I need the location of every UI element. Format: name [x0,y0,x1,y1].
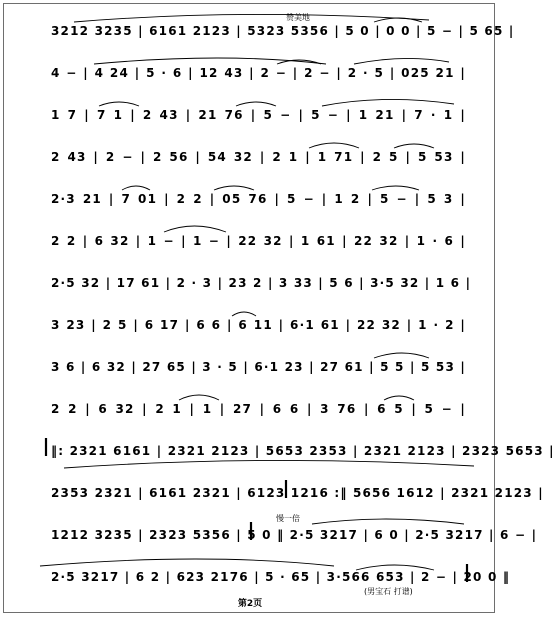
credit-note: (男宝石 打谱) [364,587,413,596]
staff-line-5: 2·3 21 | 7 01 | 2 2 | 05 76 | 5 − | 1 2 | 5 − | 5 3 | [51,192,466,206]
phrase-slur [64,460,474,468]
staff-line-1: 3212 3235 | 6161 2123 | 5323 5356 | 5 0 | 0 0 | 5 − | 5 65 | [51,24,515,38]
staff-line-13: 1212 3235 | 2323 5356 | 5 0 ‖ 2·5 3217 | 6 0 | 2·5 3217 | 6 − | [51,528,538,542]
tie [277,60,321,64]
tie [309,143,359,148]
staff-line-9: 3 6 | 6 32 | 27 65 | 3 · 5 | 6·1 23 | 27 61 | 5 5 | 5 53 | [51,360,466,374]
staff-line-4: 2 43 | 2 − | 2 56 | 54 32 | 2 1 | 1 71 | 2 5 | 5 53 | [51,150,466,164]
staff-line-11: ‖: 2321 6161 | 2321 2123 | 5653 2353 | 2321 2123 | 2323 5653 | [51,444,555,458]
staff-line-14: 2·5 3217 | 6 2 | 623 2176 | 5 · 65 | 3·566 653 | 2 − | 20 0 ‖ [51,570,511,584]
tie [374,353,429,358]
tie [214,186,254,190]
tie [122,186,150,190]
phrase-slur [322,99,454,106]
tempo-marking: 慢一倍 [276,514,300,523]
phrase-slur [94,58,326,64]
tie [384,396,414,400]
staff-line-10: 2 2 | 6 32 | 2 1 | 1 | 27 | 6 6 | 3 76 | 6 5 | 5 − | [51,402,466,416]
staff-line-6: 2 2 | 6 32 | 1 − | 1 − | 22 32 | 1 61 | 22 32 | 1 · 6 | [51,234,466,248]
tie [374,18,422,22]
phrase-slur [40,559,334,566]
staff-line-7: 2·5 32 | 17 61 | 2 · 3 | 23 2 | 3 33 | 5 6 | 3·5 32 | 1 6 | [51,276,472,290]
phrase-slur [74,14,429,22]
staff-line-12: 2353 2321 | 6161 2321 | 6123 1216 :‖ 5656 1612 | 2321 2123 | [51,486,544,500]
tie [164,226,226,232]
score-page [3,3,555,613]
tie [232,312,256,316]
tie [99,102,139,106]
slur-overlay [4,4,555,614]
tie [236,102,276,106]
staff-line-2: 4 − | 4 24 | 5 · 6 | 12 43 | 2 − | 2 − | 2 · 5 | 025 21 | [51,66,466,80]
staff-line-3: 1 7 | 7 1 | 2 43 | 21 76 | 5 − | 5 − | 1 21 | 7 · 1 | [51,108,466,122]
tie [372,186,419,190]
page-number: 第2页 [237,599,263,609]
tie [179,395,219,400]
tie [394,144,434,148]
phrase-slur [354,58,449,64]
staff-line-8: 3 23 | 2 5 | 6 17 | 6 6 | 6 11 | 6·1 61 | 22 32 | 1 · 2 | [51,318,466,332]
phrase-slur [312,519,464,524]
top-marking: 赞美地 [286,13,310,22]
